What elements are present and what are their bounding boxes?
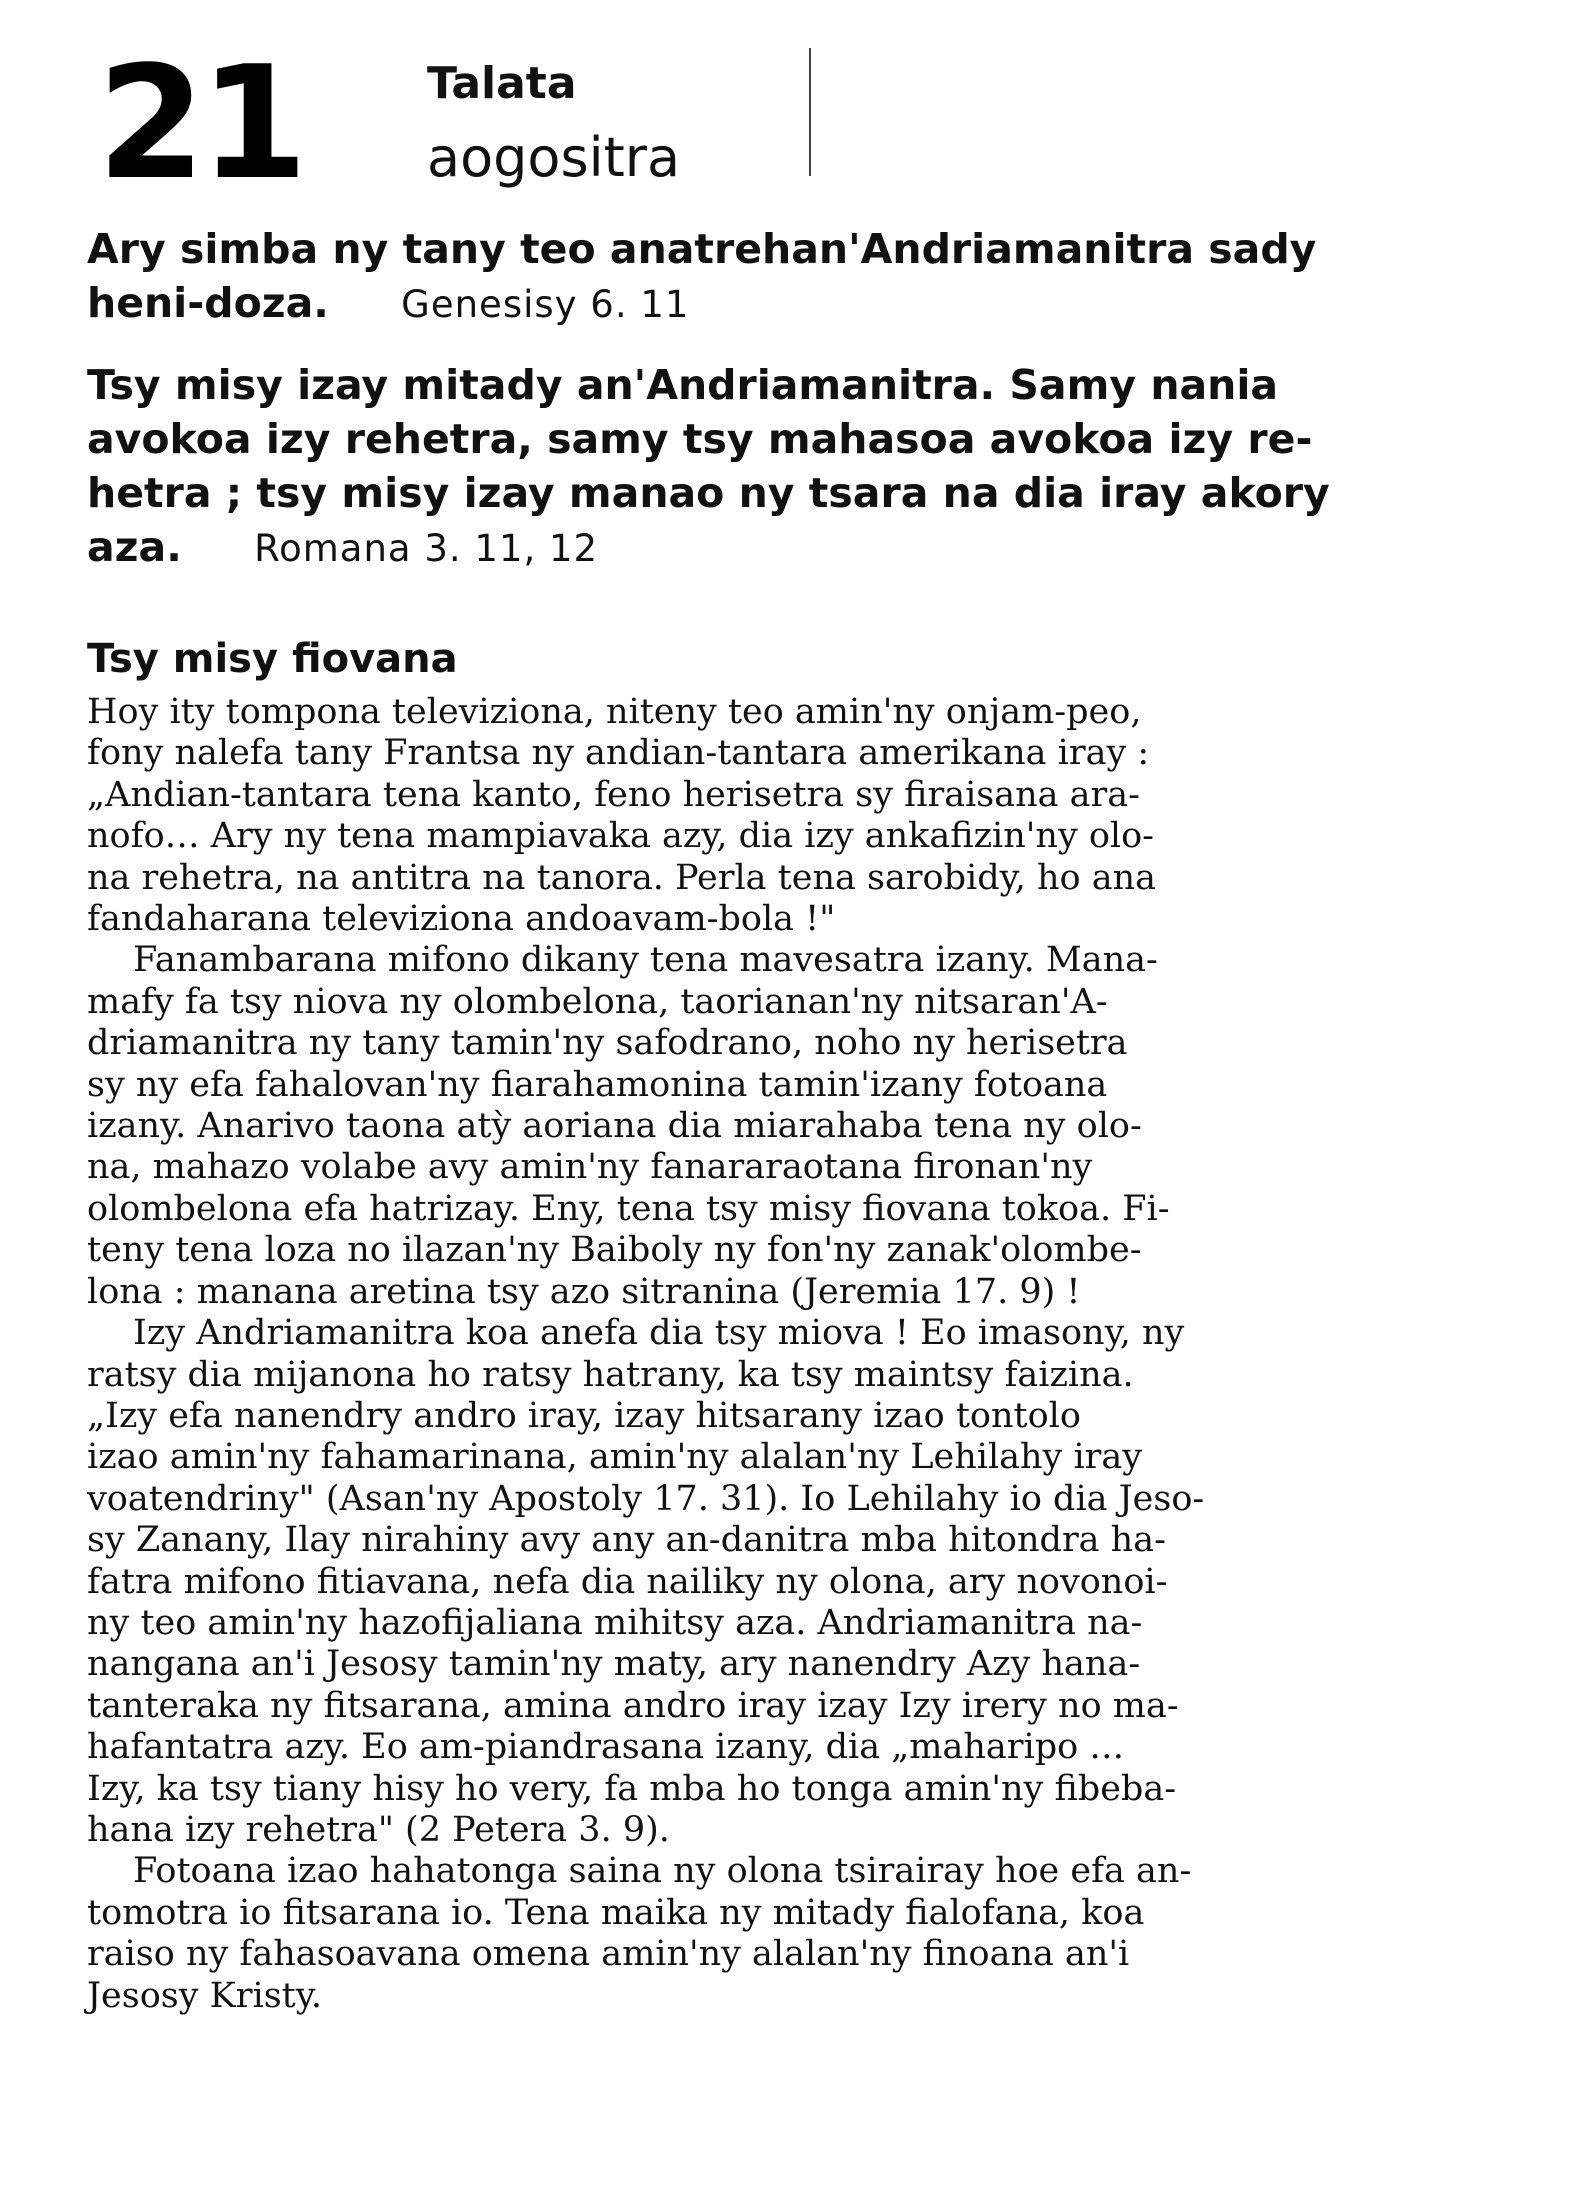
text-line: fandaharana televiziona andoavam-bola !" <box>87 899 836 940</box>
weekday-label: Talata <box>427 58 577 109</box>
text-line: ratsy dia mijanona ho ratsy hatrany, ka tsy maintsy faizina. <box>87 1354 1134 1395</box>
text-line: tomotra io fitsarana io. Tena maika ny mitady fialofana, koa <box>87 1892 1145 1933</box>
text-line: izao amin'ny fahamarinana, amin'ny alalan'ny Lehilahy iray <box>87 1437 1143 1478</box>
text-line: olombelona efa hatrizay. Eny, tena tsy misy fiovana tokoa. Fi- <box>87 1188 1170 1229</box>
date-header <box>87 32 1447 214</box>
day-number: 21 <box>97 32 303 214</box>
text-line: „Andian-tantara tena kanto, feno herisetra sy firaisana ara- <box>87 774 1140 815</box>
month-label: aogositra <box>427 126 681 189</box>
text-line: hafantatra azy. Eo am-piandrasana izany, dia „maharipo … <box>87 1727 1125 1768</box>
text-line: fony nalefa tany Frantsa ny andian-tantara amerikana iray : <box>87 733 1150 774</box>
text-line: raiso ny fahasoavana omena amin'ny alalan'ny finoana an'i <box>87 1934 1130 1975</box>
text-line: hana izy rehetra" (2 Petera 3. 9). <box>87 1809 670 1850</box>
text-line: nangana an'i Jesosy tamin'ny maty, ary nanendry Azy hana- <box>87 1644 1141 1685</box>
verse-romans <box>87 358 1447 576</box>
verse-reference: Romana 3. 11, 12 <box>254 527 599 570</box>
text-line: sy Zanany, Ilay nirahiny avy any an-danitra mba hitondra ha- <box>87 1520 1166 1561</box>
verse-line: avokoa izy rehetra, samy tsy mahasoa avokoa izy re- <box>87 415 1313 463</box>
article-title: Tsy misy fiovana <box>87 636 458 682</box>
text-line: nofo… Ary ny tena mampiavaka azy, dia izy ankafizin'ny olo- <box>87 816 1155 857</box>
verse-genesis <box>87 222 1447 332</box>
text-line: sy ny efa fahalovan'ny fiarahamonina tamin'izany fotoana <box>87 1064 1108 1105</box>
text-line: lona : manana aretina tsy azo sitranina (Jeremia 17. 9) ! <box>87 1271 1081 1312</box>
paragraph-3 <box>87 1313 1447 1851</box>
paragraph-2 <box>87 940 1447 1313</box>
text-line: tanteraka ny fitsarana, amina andro iray izay Izy irery no ma- <box>87 1685 1179 1726</box>
text-line: na rehetra, na antitra na tanora. Perla tena sarobidy, ho ana <box>87 857 1157 898</box>
text-line: izany. Anarivo taona atỳ aoriana dia miarahaba tena ny olo- <box>87 1106 1142 1147</box>
verse-reference: Genesisy 6. 11 <box>401 283 690 326</box>
verse-line: heni-doza. <box>87 279 329 327</box>
article-body <box>87 692 1447 2017</box>
verse-line: Ary simba ny tany teo anatrehan'Andriamanitra sady <box>87 225 1317 273</box>
text-line: Fanambarana mifono dikany tena mavesatra izany. Mana- <box>133 940 1158 981</box>
text-line: Fotoana izao hahatonga saina ny olona tsirairay hoe efa an- <box>133 1851 1192 1892</box>
devotional-page <box>87 32 1447 2017</box>
text-line: teny tena loza no ilazan'ny Baiboly ny fon'ny zanak'olombe- <box>87 1230 1142 1271</box>
text-line: mafy fa tsy niova ny olombelona, taorianan'ny nitsaran'A- <box>87 981 1108 1022</box>
paragraph-1 <box>87 692 1447 940</box>
paragraph-4 <box>87 1851 1447 2017</box>
text-line: Izy, ka tsy tiany hisy ho very, fa mba ho tonga amin'ny fibeba- <box>87 1768 1177 1809</box>
text-line: driamanitra ny tany tamin'ny safodrano, noho ny herisetra <box>87 1023 1128 1064</box>
header-divider <box>809 48 811 176</box>
text-line: fatra mifono fitiavana, nefa dia nailiky ny olona, ary novonoi- <box>87 1561 1168 1602</box>
verse-line: hetra ; tsy misy izay manao ny tsara na dia iray akory <box>87 469 1330 517</box>
text-line: Hoy ity tompona televiziona, niteny teo amin'ny onjam-peo, <box>87 692 1142 732</box>
verse-line: Tsy misy izay mitady an'Andriamanitra. Samy nania <box>87 361 1279 409</box>
text-line: Jesosy Kristy. <box>87 1975 322 2016</box>
text-line: „Izy efa nanendry andro iray, izay hitsarany izao tontolo <box>87 1395 1081 1436</box>
verse-line: aza. <box>87 523 182 571</box>
text-line: Izy Andriamanitra koa anefa dia tsy miova ! Eo imasony, ny <box>133 1313 1185 1354</box>
text-line: voatendriny" (Asan'ny Apostoly 17. 31). Io Lehilahy io dia Jeso- <box>87 1478 1205 1519</box>
text-line: na, mahazo volabe avy amin'ny fanararaotana fironan'ny <box>87 1147 1093 1188</box>
text-line: ny teo amin'ny hazofijaliana mihitsy aza. Andriamanitra na- <box>87 1602 1143 1643</box>
